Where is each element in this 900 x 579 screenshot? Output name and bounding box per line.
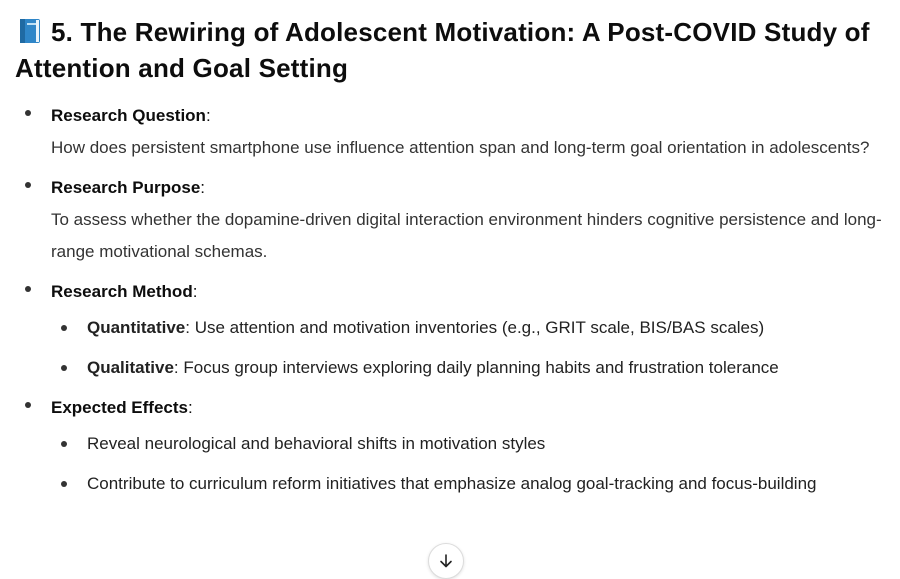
sub-item-qualitative [51,352,885,383]
list-item-research-purpose [15,172,885,268]
colon: : [173,358,179,377]
document [15,14,885,508]
sub-item-effect: Reveal neurological and behavioral shifts in motivation styles [51,428,885,459]
arrow-down-icon [438,553,454,569]
book-icon [19,17,41,43]
item-text: To assess whether the dopamine-driven digital interaction environment hinders cognitive persistence and long-range motivational schemas. [51,210,882,261]
colon: : [200,178,206,197]
sub-item-label: Qualitative [87,358,174,377]
heading-text: 5. The Rewiring of Adolescent Motivation: A Post-COVID Study of Attention and Goal Setting [15,17,870,83]
sub-item-text: Focus group interviews exploring daily planning habits and frustration tolerance [183,358,779,377]
item-label: Expected Effects [51,398,188,417]
list-item-research-method [15,276,885,383]
sub-list [51,428,885,499]
sub-item-quantitative [51,312,885,343]
colon: : [188,398,193,417]
sub-item-text: Use attention and motivation inventories (e.g., GRIT scale, BIS/BAS scales) [194,318,765,337]
list-item-research-question [15,100,885,164]
colon: : [205,106,211,125]
section-heading [15,14,885,86]
item-label: Research Method [51,282,193,301]
sub-item-effect: Contribute to curriculum reform initiatives that emphasize analog goal-tracking and focus-building [51,468,885,499]
item-list [15,100,885,499]
list-item-expected-effects [15,392,885,499]
item-text: How does persistent smartphone use influence attention span and long-term goal orientation in adolescents? [51,138,870,157]
item-label: Research Question [51,106,206,125]
sub-item-label: Quantitative [87,318,186,337]
sub-list [51,312,885,383]
colon: : [185,318,190,337]
item-label: Research Purpose [51,178,201,197]
colon: : [192,282,198,301]
